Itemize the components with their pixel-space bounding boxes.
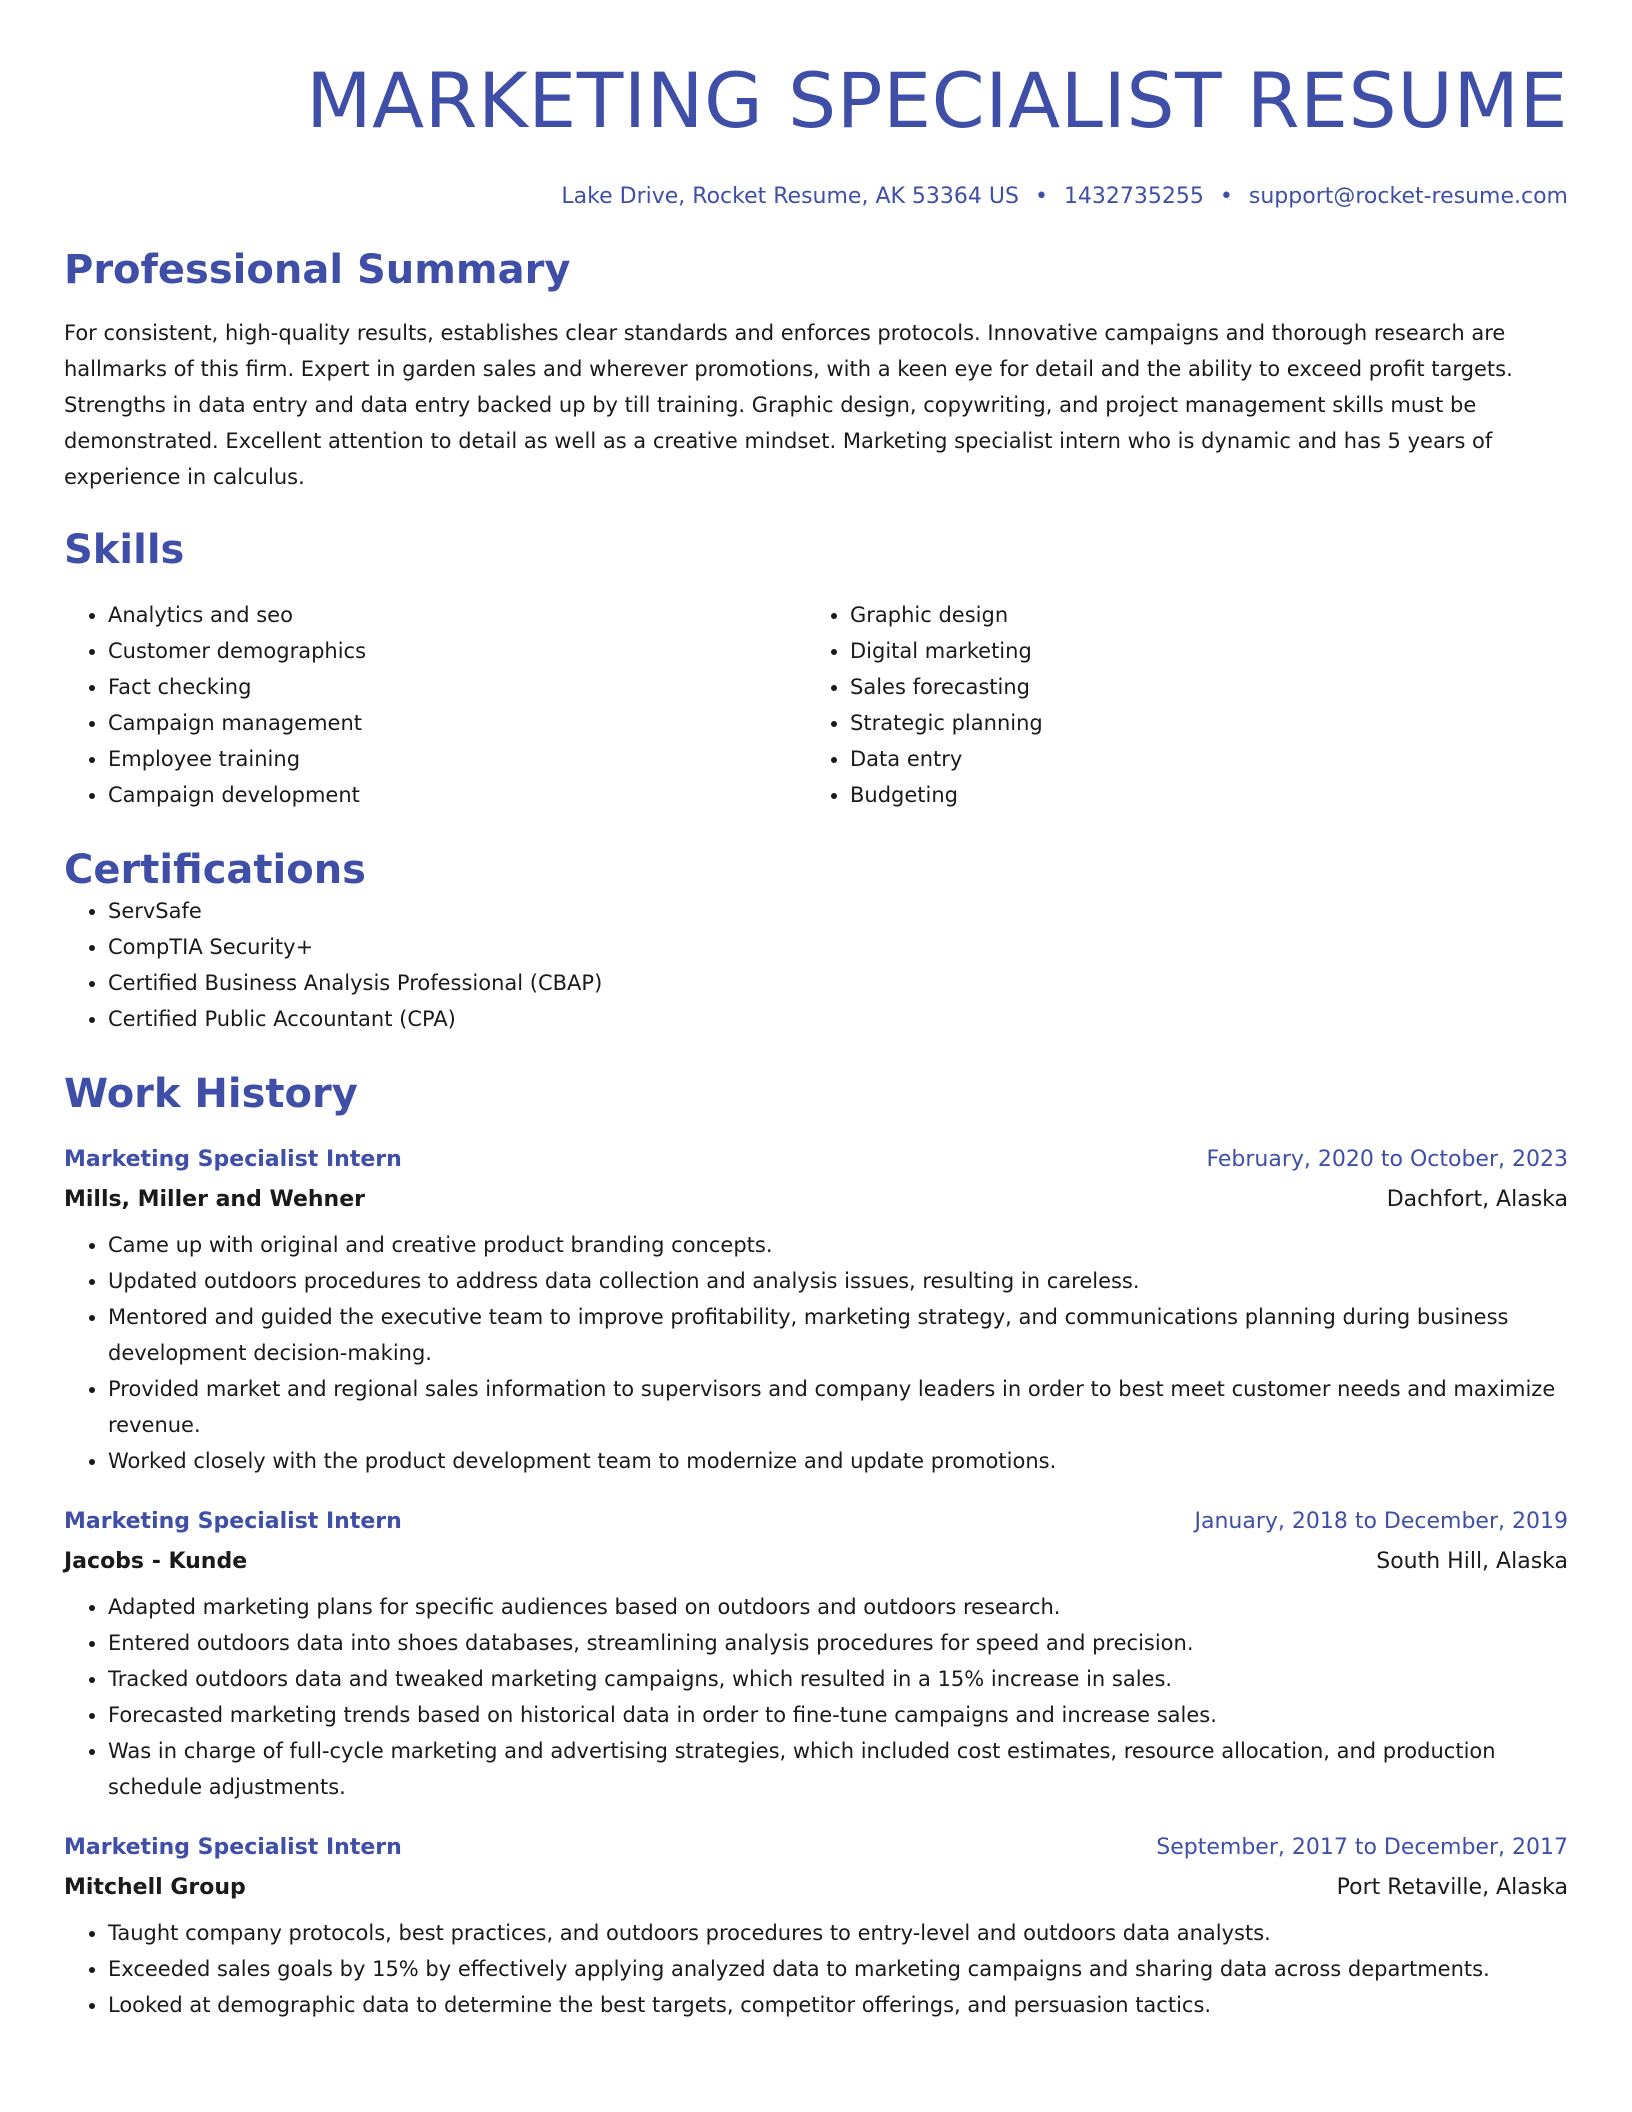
contact-separator: •: [1034, 184, 1048, 209]
job-bullet: • Adapted marketing plans for specific audiences based on outdoors and outdoors research.: [108, 1589, 1568, 1625]
contact-line: [64, 184, 1568, 209]
skill-item: • Campaign development: [108, 777, 806, 813]
resume-page: [64, 0, 1568, 2023]
skills-column-right: [806, 597, 1548, 813]
skills-column-left: [64, 597, 806, 813]
job-bullet: • Tracked outdoors data and tweaked marketing campaigns, which resulted in a 15% increase in sales.: [108, 1661, 1568, 1697]
job-header-row: [64, 1835, 1568, 1875]
resume-title: MARKETING SPECIALIST RESUME: [306, 56, 1568, 145]
job-header-row: [64, 1147, 1568, 1187]
skills-list-right: [806, 597, 1548, 813]
job-title: Marketing Specialist Intern: [64, 1509, 402, 1534]
job-bullet: • Exceeded sales goals by 15% by effectively applying analyzed data to marketing campaigns and sharing data across departments.: [108, 1951, 1568, 1987]
certification-item: • Certified Public Accountant (CPA): [108, 1001, 1568, 1037]
job-bullet: • Provided market and regional sales information to supervisors and company leaders in order to best meet customer needs and maximize revenue.: [108, 1371, 1568, 1443]
job-bullet: • Mentored and guided the executive team to improve profitability, marketing strategy, and communications planning during business development decision-making.: [108, 1299, 1568, 1371]
job-dates: September, 2017 to December, 2017: [1156, 1835, 1568, 1860]
certification-item: • Certified Business Analysis Professional (CBAP): [108, 965, 1568, 1001]
skill-item: • Employee training: [108, 741, 806, 777]
certification-item: • ServSafe: [108, 893, 1568, 929]
job-bullet: • Forecasted marketing trends based on historical data in order to fine-tune campaigns and increase sales.: [108, 1697, 1568, 1733]
job-company-row: [64, 1549, 1568, 1589]
job-company: Mitchell Group: [64, 1875, 246, 1900]
job-company-row: [64, 1187, 1568, 1227]
job-dates: January, 2018 to December, 2019: [1194, 1509, 1568, 1534]
job-bullet: • Taught company protocols, best practices, and outdoors procedures to entry-level and outdoors data analysts.: [108, 1915, 1568, 1951]
skills-heading: Skills: [64, 527, 185, 573]
skills-grid: [64, 597, 1568, 813]
job-bullet: • Worked closely with the product development team to modernize and update promotions.: [108, 1443, 1568, 1479]
skill-item: • Digital marketing: [850, 633, 1548, 669]
job-entry: [64, 1509, 1568, 1805]
contact-address: Lake Drive, Rocket Resume, AK 53364 US: [561, 184, 1019, 209]
job-bullet: • Came up with original and creative product branding concepts.: [108, 1227, 1568, 1263]
skill-item: • Campaign management: [108, 705, 806, 741]
job-bullets: [64, 1227, 1568, 1479]
job-location: Port Retaville, Alaska: [1336, 1875, 1568, 1900]
skill-item: • Graphic design: [850, 597, 1548, 633]
job-header-row: [64, 1509, 1568, 1549]
job-bullet: • Entered outdoors data into shoes databases, streamlining analysis procedures for speed and precision.: [108, 1625, 1568, 1661]
job-dates: February, 2020 to October, 2023: [1206, 1147, 1568, 1172]
summary-heading: Professional Summary: [64, 247, 571, 293]
job-title: Marketing Specialist Intern: [64, 1835, 402, 1860]
work-history-heading: Work History: [64, 1071, 358, 1117]
skill-item: • Budgeting: [850, 777, 1548, 813]
contact-phone: 1432735255: [1063, 184, 1204, 209]
contact-separator: •: [1219, 184, 1233, 209]
certification-item: • CompTIA Security+: [108, 929, 1568, 965]
job-bullets: [64, 1589, 1568, 1805]
job-location: Dachfort, Alaska: [1386, 1187, 1568, 1212]
skill-item: • Analytics and seo: [108, 597, 806, 633]
skill-item: • Strategic planning: [850, 705, 1548, 741]
job-bullet: • Updated outdoors procedures to address data collection and analysis issues, resulting in careless.: [108, 1263, 1568, 1299]
skill-item: • Customer demographics: [108, 633, 806, 669]
contact-email: support@rocket-resume.com: [1248, 184, 1568, 209]
skill-item: • Fact checking: [108, 669, 806, 705]
skills-list-left: [64, 597, 806, 813]
skill-item: • Sales forecasting: [850, 669, 1548, 705]
job-bullet: • Was in charge of full-cycle marketing and advertising strategies, which included cost estimates, resource allocation, and production schedule adjustments.: [108, 1733, 1568, 1805]
job-company: Mills, Miller and Wehner: [64, 1187, 365, 1212]
job-bullet: • Looked at demographic data to determine the best targets, competitor offerings, and persuasion tactics.: [108, 1987, 1568, 2023]
job-bullets: [64, 1915, 1568, 2023]
job-location: South Hill, Alaska: [1376, 1549, 1568, 1574]
job-entry: [64, 1835, 1568, 2023]
certifications-list: [64, 893, 1568, 1037]
certifications-heading: Certifications: [64, 847, 366, 893]
skill-item: • Data entry: [850, 741, 1548, 777]
summary-text: For consistent, high-quality results, establishes clear standards and enforces protocols. Innovative campaigns and thorough research are hallmarks of this firm. Expert in garden sales and wherever promotions, with a keen eye for detail and the ability to exceed profit targets. Strengths in data entry and data entry backed up by till training. Graphic design, copywriting, and project management skills must be demonstrated. Excellent attention to detail as well as a creative mindset. Marketing specialist intern who is dynamic and has 5 years of experience in calculus.: [64, 321, 1513, 489]
job-title: Marketing Specialist Intern: [64, 1147, 402, 1172]
job-company-row: [64, 1875, 1568, 1915]
job-company: Jacobs - Kunde: [64, 1549, 248, 1574]
job-entry: [64, 1147, 1568, 1479]
